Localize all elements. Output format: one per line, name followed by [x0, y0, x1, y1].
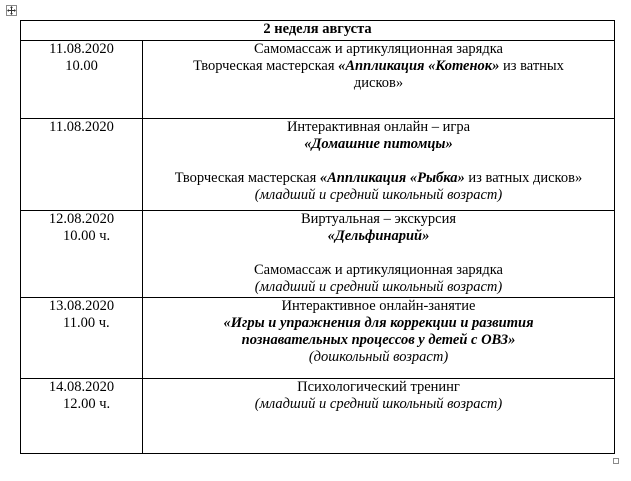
event-line — [145, 396, 612, 413]
table-row — [21, 41, 615, 119]
event-line — [145, 187, 612, 204]
event-cell — [143, 119, 615, 211]
event-date: 11.08.2020 — [49, 41, 114, 57]
event-title: «Аппликация «Рыбка» — [319, 170, 465, 186]
event-text: Самомассаж и артикуляционная зарядка — [254, 41, 503, 57]
event-line — [145, 379, 612, 396]
event-time: 11.00 ч. — [63, 315, 110, 331]
event-line — [145, 153, 612, 170]
event-time: 10.00 — [65, 58, 98, 74]
event-time: 12.00 ч. — [63, 396, 111, 412]
age-group-note: (дошкольный возраст) — [308, 349, 449, 365]
event-line — [145, 170, 612, 187]
schedule-table — [20, 20, 615, 454]
event-line — [145, 211, 612, 228]
table-row — [21, 379, 615, 454]
age-group-note: (младший и средний школьный возраст) — [254, 279, 503, 295]
event-line — [145, 279, 612, 296]
event-text: дисков» — [353, 75, 404, 91]
event-line — [145, 228, 612, 245]
event-cell — [143, 298, 615, 379]
table-row — [21, 298, 615, 379]
event-time: 10.00 ч. — [63, 228, 111, 244]
event-line — [145, 136, 612, 153]
event-text: Творческая мастерская — [193, 58, 339, 74]
event-text: Психологический тренинг — [297, 379, 460, 395]
event-text: из ватных — [499, 58, 564, 74]
event-date: 11.08.2020 — [49, 119, 114, 135]
event-line — [145, 119, 612, 136]
event-line — [145, 332, 612, 349]
event-line — [145, 58, 612, 75]
event-line — [145, 315, 612, 332]
event-line — [145, 75, 612, 92]
schedule-body — [21, 41, 615, 454]
event-cell — [143, 211, 615, 298]
date-cell — [21, 298, 143, 379]
event-line — [145, 245, 612, 262]
event-text: Виртуальная – экскурсия — [300, 211, 457, 227]
event-title: «Дельфинарий» — [327, 228, 430, 244]
event-text: Творческая мастерская — [174, 170, 320, 186]
event-title: «Аппликация «Котенок» — [338, 58, 500, 74]
event-title: «Домашние питомцы» — [304, 136, 453, 152]
event-title: «Игры и упражнения для коррекции и развития — [223, 315, 534, 331]
table-resize-handle-icon[interactable] — [613, 458, 619, 464]
event-line — [145, 298, 612, 315]
event-date: 13.08.2020 — [48, 298, 115, 314]
table-row — [21, 211, 615, 298]
event-date: 14.08.2020 — [48, 379, 115, 395]
date-cell — [21, 211, 143, 298]
table-header: 2 неделя августа — [21, 21, 615, 41]
date-cell — [21, 41, 143, 119]
event-text: Интерактивное онлайн-занятие — [281, 298, 476, 314]
date-cell — [21, 119, 143, 211]
date-cell — [21, 379, 143, 454]
event-cell — [143, 41, 615, 119]
event-line — [145, 349, 612, 366]
event-text: Интерактивная онлайн – игра — [286, 119, 471, 135]
event-line — [145, 262, 612, 279]
event-line — [145, 41, 612, 58]
event-date: 12.08.2020 — [48, 211, 115, 227]
event-text: из ватных дисков» — [464, 170, 583, 186]
event-cell — [143, 379, 615, 454]
age-group-note: (младший и средний школьный возраст) — [254, 187, 503, 203]
event-text: Самомассаж и артикуляционная зарядка — [254, 262, 503, 278]
event-title: познавательных процессов у детей с ОВЗ» — [241, 332, 516, 348]
table-row — [21, 119, 615, 211]
age-group-note: (младший и средний школьный возраст) — [254, 396, 503, 412]
table-move-handle-icon[interactable] — [6, 5, 17, 16]
